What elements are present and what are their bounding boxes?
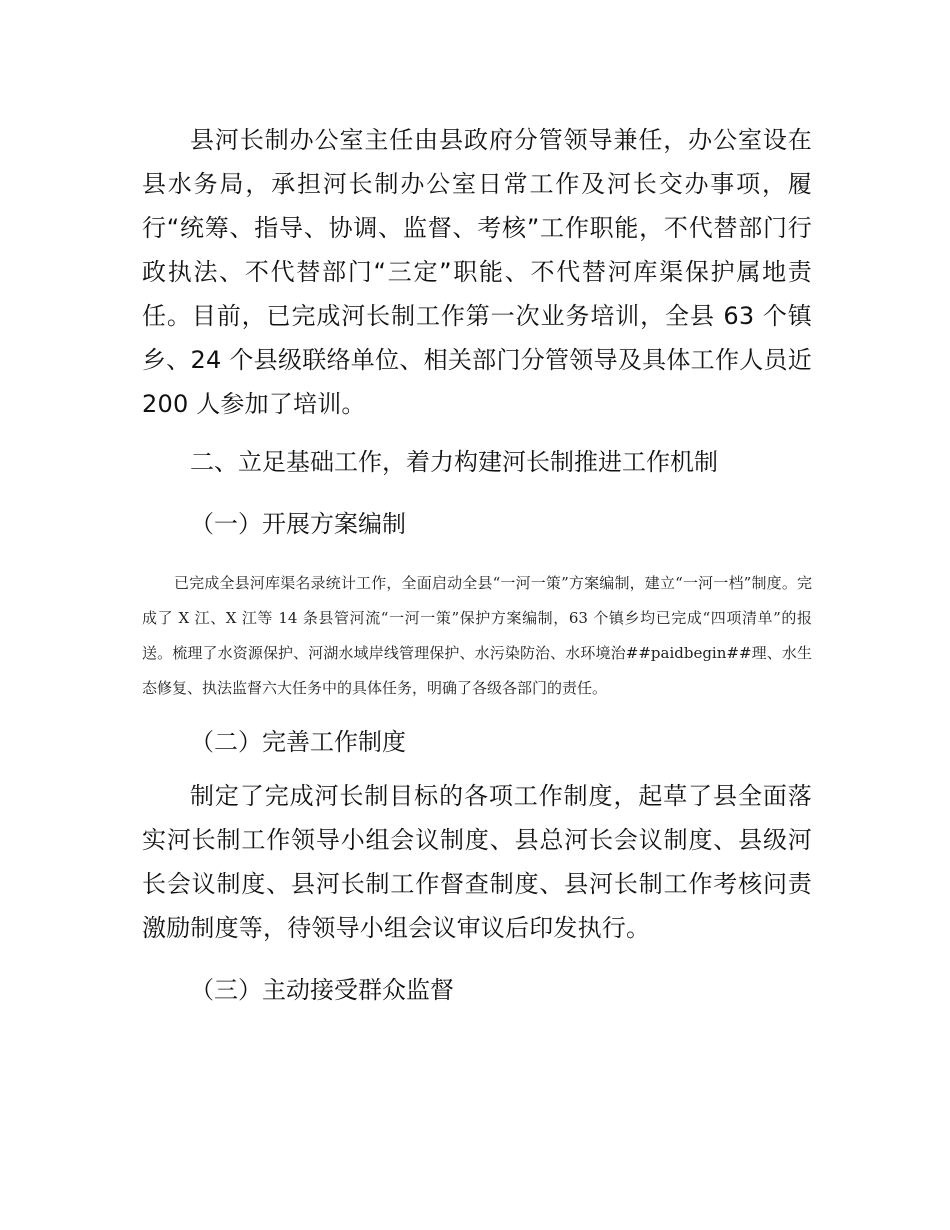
paragraph-intro: 县河长制办公室主任由县政府分管领导兼任，办公室设在县水务局，承担河长制办公室日常工作及河长交办事项，履行“统筹、指导、协调、监督、考核”工作职能，不代替部门行政执法、不代替部门“三定”职能、不代替河库渠保护属地责任。目前，已完成河长制工作第一次业务培训，全县 63 个镇乡、24 个县级联络单位、相关部门分管领导及具体工作人员近 200 人参加了培训。 [142,126,812,418]
subsection-heading-3: （三）主动接受群众监督 [190,976,454,1004]
subsection-heading-1: （一）开展方案编制 [190,510,406,538]
subsection-heading-2: （二）完善工作制度 [190,728,406,756]
section-heading-2: 二、立足基础工作，着力构建河长制推进工作机制 [190,448,718,476]
document-body [142,118,812,1012]
subsection-body-1: 已完成全县河库渠名录统计工作，全面启动全县“一河一策”方案编制，建立“一河一档”制度。完成了 X 江、X 江等 14 条县管河流“一河一策”保护方案编制，63 个镇乡均已完成“四项清单”的报送。梳理了水资源保护、河湖水域岸线管理保护、水污染防治、水环境治##paidbegin##理、水生态修复、执法监督六大任务中的具体任务，明确了各级各部门的责任。 [142,574,812,697]
subsection-body-2: 制定了完成河长制目标的各项工作制度，起草了县全面落实河长制工作领导小组会议制度、县总河长会议制度、县级河长会议制度、县河长制工作督查制度、县河长制工作考核问责激励制度等，待领导小组会议审议后印发执行。 [142,782,812,942]
